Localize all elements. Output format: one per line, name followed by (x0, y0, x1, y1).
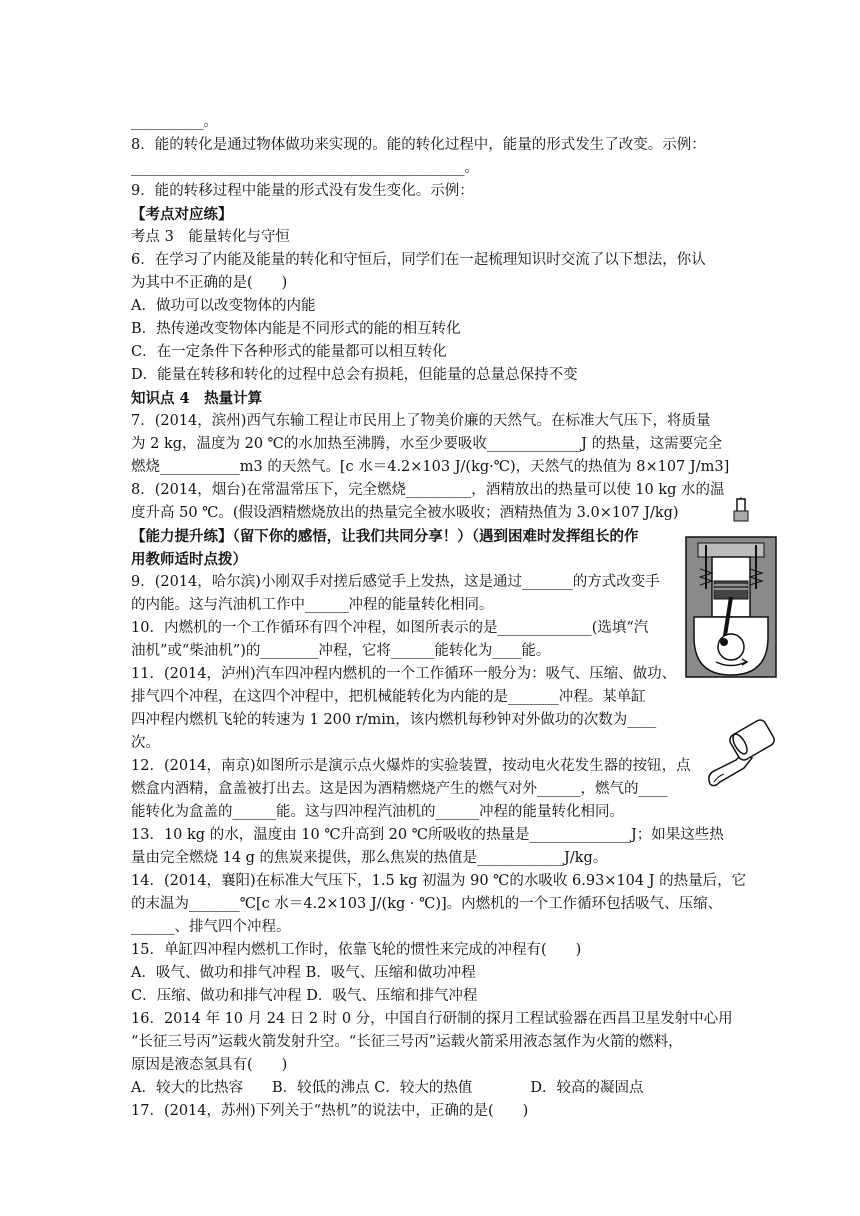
text-line: 15．单缸四冲程内燃机工作时，依靠飞轮的惯性来完成的冲程有( ) (131, 942, 582, 958)
text-line: 用教师适时点拨） (131, 551, 247, 568)
text-line: 的末温为_______℃[c 水＝4.2×103 J/(kg · ℃)]。内燃机的一个工作循环包括吸气、压缩、 (131, 896, 723, 912)
engine-diagram (676, 497, 786, 682)
text-line: 7．(2014，滨州)西气东输工程让市民用上了物美价廉的天然气。在标准大气压下，将质量 (131, 413, 711, 429)
text-line: 考点 3 能量转化与守恒 (131, 229, 290, 245)
text-line: “长征三号丙”运载火箭发射升空。“长征三号丙”运载火箭采用液态氢作为火箭的燃料， (131, 1034, 683, 1050)
text-line: 度升高 50 ℃。(假设酒精燃烧放出的热量完全被水吸收；酒精热值为 3.0×107 J/kg) (131, 505, 679, 521)
text-line: 8．(2014，烟台)在常温常压下，完全燃烧_________，酒精放出的热量可以使 10 kg 水的温 (131, 482, 725, 498)
text-line: 【能力提升练】（留下你的感悟，让我们共同分享！）（遇到困难时发挥组长的作 (131, 528, 639, 545)
text-line: A．做功可以改变物体的内能 (131, 298, 316, 314)
text-line: 16．2014 年 10 月 24 日 2 时 0 分，中国自行研制的探月工程试验器在西昌卫星发射中心用 (131, 1011, 733, 1027)
text-line: 【考点对应练】 (131, 206, 233, 223)
text-line: 12．(2014，南京)如图所示是演示点火爆炸的实验装置，按动电火花发生器的按钮，点 (131, 758, 691, 774)
text-line: 四冲程内燃机飞轮的转速为 1 200 r/min，该内燃机每秒钟对外做功的次数为____ (131, 712, 657, 728)
text-line: 排气四个冲程，在这四个冲程中，把机械能转化为内能的是_______冲程。某单缸 (131, 689, 646, 705)
text-line: ______________________________________________。 (131, 160, 479, 176)
text-line: A．较大的比热容 B．较低的沸点 C．较大的热值 D．较高的凝固点 (131, 1080, 644, 1096)
text-line: C．在一定条件下各种形式的能量都可以相互转化 (131, 344, 447, 360)
spark-box-diagram (704, 712, 776, 790)
text-line: A．吸气、做功和排气冲程 B．吸气、压缩和做功冲程 (131, 965, 476, 981)
text-line: ______、排气四个冲程。 (131, 919, 291, 935)
text-line: 10．内燃机的一个工作循环有四个冲程，如图所表示的是_____________(选填“汽 (131, 620, 649, 636)
text-line: 11．(2014，泸州)汽车四冲程内燃机的一个工作循环一般分为：吸气、压缩、做功、 (131, 666, 677, 682)
text-line: C．压缩、做功和排气冲程 D．吸气、压缩和排气冲程 (131, 988, 478, 1004)
text-line: 量由完全燃烧 14 g 的焦炭来提供，那么焦炭的热值是____________J/kg。 (131, 850, 608, 866)
text-line: 为 2 kg，温度为 20 ℃的水加热至沸腾，水至少要吸收_____________J 的热量，这需要完全 (131, 436, 723, 452)
text-line: 13．10 kg 的水，温度由 10 ℃升高到 20 ℃所吸收的热量是______________J；如果这些热 (131, 827, 724, 843)
text-line: 的内能。这与汽油机工作中______冲程的能量转化相同。 (131, 597, 494, 613)
text-line: 油机”或“柴油机”)的________冲程，它将______能转化为____能。 (131, 643, 551, 659)
text-line: 14．(2014，襄阳)在标准大气压下，1.5 kg 初温为 90 ℃的水吸收 6.93×104 J 的热量后，它 (131, 873, 747, 889)
text-line: 为其中不正确的是( ) (131, 275, 288, 291)
text-line: 9．(2014，哈尔滨)小刚双手对搓后感觉手上发热，这是通过_______的方式改变手 (131, 574, 660, 590)
text-line: D．能量在转移和转化的过程中总会有损耗，但能量的总量总保持不变 (131, 367, 578, 383)
text-line: 燃盒内酒精，盒盖被打出去。这是因为酒精燃烧产生的燃气对外______，燃气的____ (131, 781, 668, 797)
text-line: 17．(2014，苏州)下列关于“热机”的说法中，正确的是( ) (131, 1103, 529, 1119)
text-line: 次。 (131, 735, 160, 751)
text-line: 知识点 4 热量计算 (131, 390, 263, 407)
text-line: 9．能的转移过程中能量的形式没有发生变化。示例： (131, 183, 474, 199)
text-line: 8．能的转化是通过物体做功来实现的。能的转化过程中，能量的形式发生了改变。示例： (131, 137, 706, 153)
text-line: 能转化为盒盖的______能。这与四冲程汽油机的______冲程的能量转化相同。 (131, 804, 624, 820)
text-line: B．热传递改变物体内能是不同形式的能的相互转化 (131, 321, 461, 337)
text-line: 6．在学习了内能及能量的转化和守恒后，同学们在一起梳理知识时交流了以下想法，你认 (131, 252, 706, 268)
text-line: __________。 (131, 114, 218, 130)
text-line: 燃烧___________m3 的天然气。[c 水＝4.2×103 J/(kg·℃)，天然气的热值为 8×107 J/m3] (131, 459, 730, 475)
text-line: 原因是液态氢具有( ) (131, 1057, 288, 1073)
